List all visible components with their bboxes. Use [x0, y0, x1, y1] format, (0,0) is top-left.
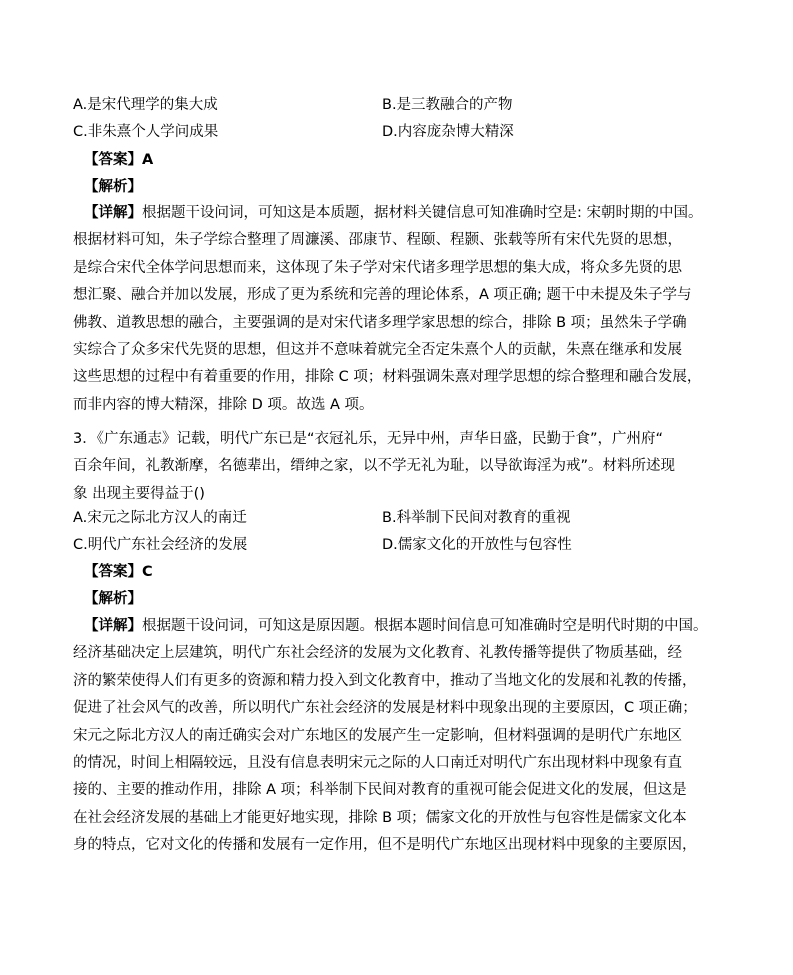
q3-options-row-2 [73, 535, 713, 555]
q2-analysis-label: 【解析】 [84, 179, 142, 195]
q3-option-c: C.明代广东社会经济的发展 [73, 537, 248, 553]
q3-options-row-1 [73, 508, 713, 528]
q3-option-b: B.科举制下民间对教育的重视 [382, 510, 571, 526]
q2-detail-paragraph: 【详解】根据题干设问词，可知这是本质题，据材料关键信息可知准确时空是: 宋朝时期的中国。 根据材料可知，朱子学综合整理了周濂溪、邵康节、程颐、程颢、张载等所有宋代先贤的思想， 是综合宋代全体学问思想而来，这体现了朱子学对宋代诸多理学思想的集大成，将众多先贤的思 想汇聚、融合并加以发展，形成了更为系统和完善的理论体系，A 项正确; 题干中未提及朱子学与 佛教、道教思想的融合，主要强调的是对宋代诸多理学家思想的综合，排除 B 项；虽然朱子学确 实综合了众多宋代先贤的思想，但这并不意味着就完全否定朱熹个人的贡献，朱熹在继承和发展 这些思想的过程中有着重要的作用，排除 C 项；材料强调朱熹对理学思想的综合整理和融合发展， 而非内容的博大精深，排除 D 项。故选 A 项。 [73, 205, 703, 413]
q2-options-row-2 [73, 122, 713, 142]
q3-stem: 3．《广东通志》记载，明代广东已是“衣冠礼乐，无异中州，声华日盛，民勤于食”，广州府“ 百余年间，礼教渐摩，名德辈出，缙绅之家，以不学无礼为耻，以导欲诲淫为戒”。材料所述现 象 出现主要得益于() [73, 431, 676, 502]
q3-detail-paragraph: 【详解】根据题干设问词，可知这是原因题。根据本题时间信息可知准确时空是明代时期的中国。 经济基础决定上层建筑，明代广东社会经济的发展为文化教育、礼教传播等提供了物质基础，经 济的繁荣使得人们有更多的资源和精力投入到文化教育中，推动了当地文化的发展和礼教的传播， 促进了社会风气的改善，所以明代广东社会经济的发展是材料中现象出现的主要原因，C 项正确； 宋元之际北方汉人的南迁确实会对广东地区的发展产生一定影响，但材料强调的是明代广东地区 的情况，时间上相隔较远，且没有信息表明宋元之际的人口南迁对明代广东出现材料中现象有直 接的、主要的推动作用，排除 A 项；科举制下民间对教育的重视可能会促进文化的发展，但这是 在社会经济发展的基础上才能更好地实现，排除 B 项；儒家文化的开放性与包容性是儒家文化本 身的特点，它对文化的传播和发展有一定作用，但不是明代广东地区出现材料中现象的主要原因， [73, 618, 708, 854]
q3-answer: 【答案】C [84, 564, 153, 580]
q2-option-a: A.是宋代理学的集大成 [73, 97, 218, 113]
q2-option-b: B.是三教融合的产物 [382, 97, 513, 113]
q2-answer: 【答案】A [84, 152, 154, 168]
q2-options-row-1 [73, 95, 713, 115]
q3-option-d: D.儒家文化的开放性与包容性 [382, 537, 572, 553]
q3-option-a: A.宋元之际北方汉人的南迁 [73, 510, 247, 526]
q2-option-c: C.非朱熹个人学问成果 [73, 124, 219, 140]
q2-option-d: D.内容庞杂博大精深 [382, 124, 514, 140]
q3-analysis-label: 【解析】 [84, 591, 142, 607]
